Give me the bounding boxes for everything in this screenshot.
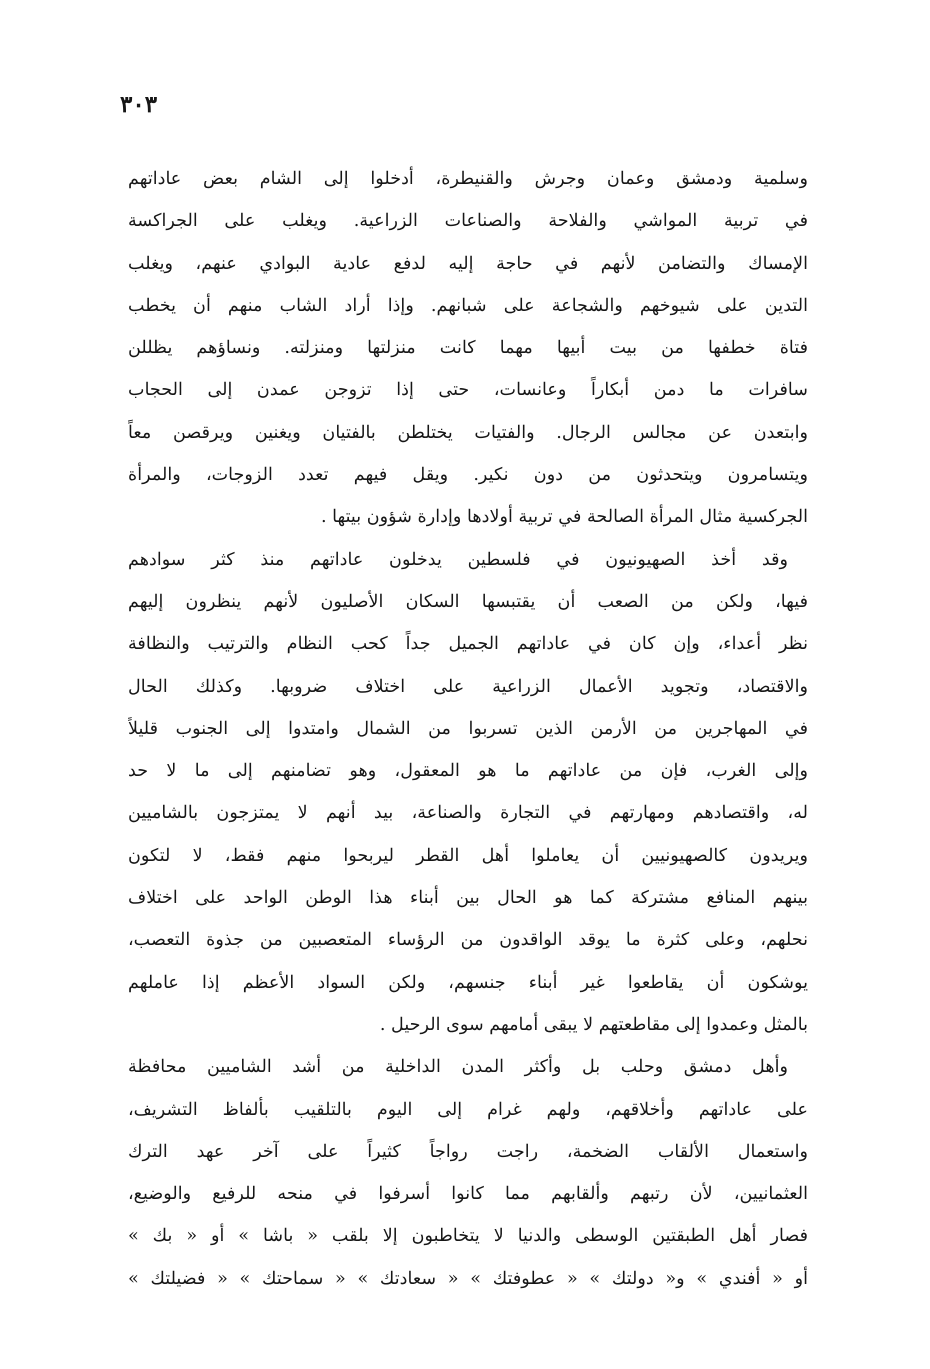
text-line: فيها، ولكن من الصعب أن يقتبسها السكان الأصليون لأنهم ينظرون إليهم	[128, 591, 808, 612]
text-line: يوشكون أن يقاطعوا غير أبناء جنسهم، ولكن السواد الأعظم إذا عاملهم	[128, 972, 808, 993]
text-line: له، واقتصادهم ومهارتهم في التجارة والصناعة، بيد أنهم لا يمتزجون بالشاميين	[128, 803, 808, 824]
text-line: العثمانيين، لأن رتبهم وألقابهم مما كانوا أسرفوا في منحه للرفيع والوضيع،	[128, 1184, 808, 1205]
paragraph-start-line: وقد أخذ الصهيونيون في فلسطين يدخلون عاداتهم منذ كثر سوادهم	[128, 549, 788, 570]
page-number: ٣٠٣	[120, 91, 158, 118]
paragraph-end-line: الجركسية مثال المرأة الصالحة في تربية أولادها وإدارة شؤون بيتها .	[320, 507, 808, 528]
text-line: الإمساك والتضامن لأنهم في حاجة إليه لدفع عادية البوادي عنهم، ويغلب	[128, 253, 808, 274]
text-line: ويريدون كالصهيونيين أن يعاملوا أهل القطر ليربحوا منهم فقط، لا لتكون	[128, 845, 808, 866]
text-line: نظر أعداء، وإن كان في عاداتهم الجميل جداً كحب النظام والترتيب والنظافة	[128, 634, 808, 655]
text-line: والاقتصاد، وتجويد الأعمال الزراعية على اختلاف ضروبها. وكذلك الحال	[128, 676, 808, 697]
text-line: نحلهم، وعلى كثرة ما يوقد الواقدون من الرؤساء المتعصبين من جذوة التعصب،	[128, 930, 808, 951]
text-line: بينهم المنافع مشتركة كما هو الحال بين أبناء هذا الوطن الواحد على اختلاف	[128, 888, 808, 909]
text-line: وسلمية ودمشق وعمان وجرش والقنيطرة، أدخلوا إلى الشام بعض عاداتهم	[128, 169, 808, 189]
text-line: التدين على شيوخهم والشجاعة على شبانهم. وإذا أراد الشاب منهم أن يخطب	[128, 295, 808, 316]
text-line: سافرات ما دمن أبكاراً وعانسات، حتى إذا تزوجن عمدن إلى الحجاب	[128, 380, 808, 401]
text-line: أو « أفندي » و« دولتك » « عطوفتك » « سعادتك » « سماحتك » « فضيلتك »	[128, 1268, 808, 1289]
paragraph-start-line: وأهل دمشق وحلب بل وأكثر المدن الداخلية من أشد الشاميين محافظة	[128, 1057, 788, 1078]
body-text	[128, 158, 808, 1300]
text-line: على عاداتهم وأخلاقهم، ولهم غرام إلى اليوم بالتلقيب بألفاظ التشريف،	[128, 1099, 808, 1120]
text-line: فتاة خطفها من بيت أبيها مهما كانت منزلتها ومنزلته. ونساؤهم يظللن	[128, 338, 808, 359]
text-line: وابتعدن عن مجالس الرجال. والفتيات يختلطن بالفتيان ويغنين ويرقصن معاً	[128, 422, 808, 443]
text-line: وإلى الغرب، فإن من عاداتهم ما هو المعقول، وهو تضامنهم إلى ما لا حد	[128, 761, 808, 782]
text-line: في المهاجرين من الأرمن الذين تسربوا من الشمال وامتدوا إلى الجنوب قليلاً	[128, 718, 808, 739]
text-line: فصار أهل الطبقتين الوسطى والدنيا لا يتخاطبون إلا بلقب « باشا » أو « بك »	[128, 1226, 808, 1247]
text-line: في تربية المواشي والفلاحة والصناعات الزراعية. ويغلب على الجراكسة	[128, 211, 808, 232]
text-line: ويتسامرون ويتحدثون من دون نكير. ويقل فيهم تعدد الزوجات، والمرأة	[128, 465, 808, 486]
paragraph-end-line: بالمثل وعمدوا إلى مقاطعتهم لا يبقى أمامهم سوى الرحيل .	[379, 1014, 808, 1035]
text-line: واستعمال الألقاب الضخمة، راجت رواجاً كثيراً على آخر عهد الترك	[128, 1141, 808, 1162]
